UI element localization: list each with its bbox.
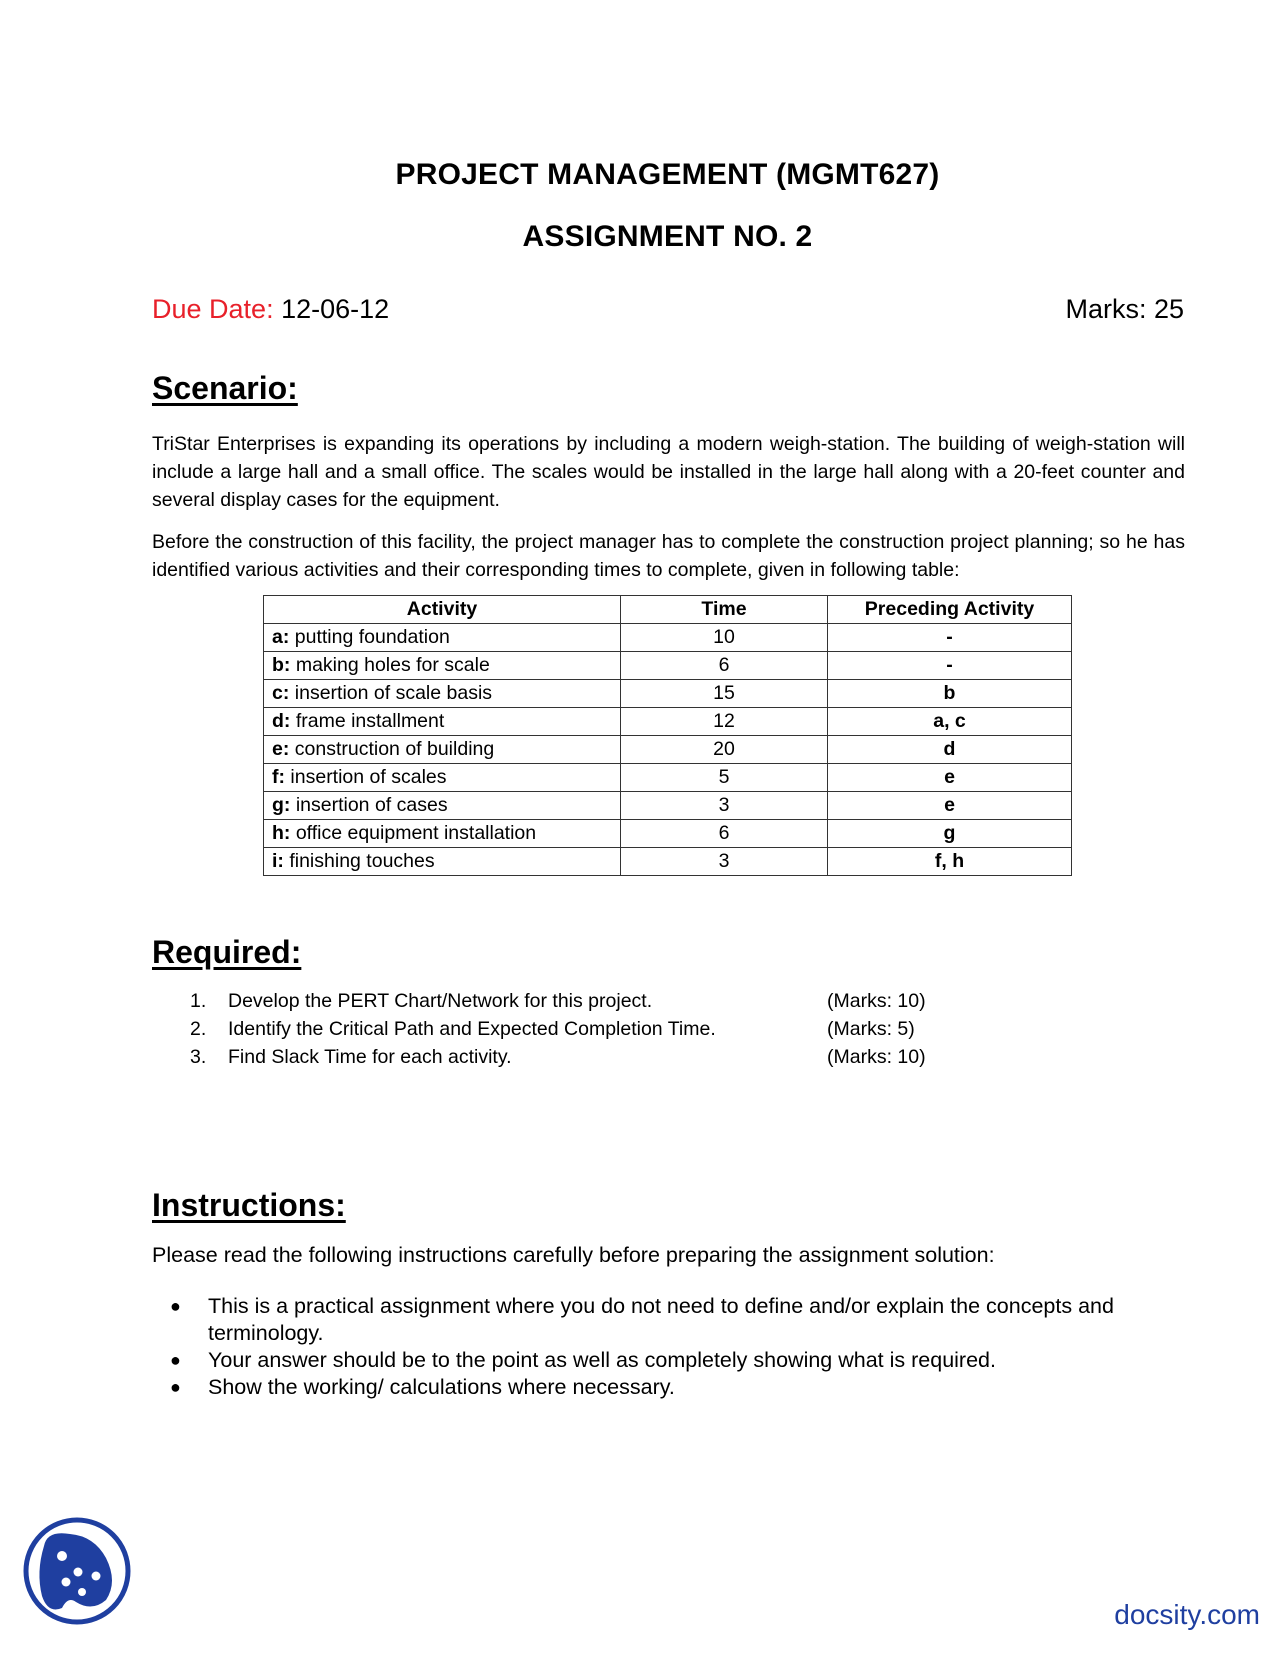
bullet-icon: ●: [170, 1296, 181, 1316]
activity-cell: [264, 652, 621, 680]
item-number: 3.: [190, 1046, 207, 1068]
preceding-cell: -: [828, 624, 1072, 652]
preceding-cell: f, h: [828, 848, 1072, 876]
item-text: Identify the Critical Path and Expected Completion Time.: [228, 1018, 716, 1040]
preceding-cell: a, c: [828, 708, 1072, 736]
activity-cell: [264, 736, 621, 764]
column-header-preceding: Preceding Activity: [828, 596, 1072, 624]
preceding-cell: e: [828, 792, 1072, 820]
scenario-heading: Scenario:: [152, 370, 298, 406]
activity-key: b:: [272, 654, 291, 676]
time-cell: 5: [621, 764, 828, 792]
activity-cell: [264, 820, 621, 848]
time-cell: 6: [621, 820, 828, 848]
activity-name: office equipment installation: [290, 822, 537, 844]
activity-name: insertion of scale basis: [289, 682, 493, 704]
due-date-value: 12-06-12: [273, 294, 390, 324]
instructions-heading: Instructions:: [152, 1187, 346, 1223]
activity-cell: [264, 708, 621, 736]
item-marks: (Marks: 10): [827, 1046, 926, 1068]
bullet-icon: ●: [170, 1350, 181, 1370]
required-list: [190, 990, 950, 1074]
column-header-time: Time: [621, 596, 828, 624]
bullet-text: Your answer should be to the point as well as completely showing what is required.: [208, 1348, 996, 1372]
list-item: [170, 1293, 1190, 1347]
activity-cell: [264, 792, 621, 820]
activity-name: making holes for scale: [290, 654, 490, 676]
table-row: [264, 792, 1072, 820]
time-cell: 12: [621, 708, 828, 736]
assignment-number: ASSIGNMENT NO. 2: [522, 220, 813, 253]
preceding-cell: d: [828, 736, 1072, 764]
activity-table: [263, 595, 1072, 876]
activity-name: insertion of scales: [285, 766, 447, 788]
preceding-cell: -: [828, 652, 1072, 680]
document-title: PROJECT MANAGEMENT (MGMT627): [395, 158, 940, 191]
scenario-paragraph-2: Before the construction of this facility, the project manager has to complete the construction project planning; so he has identified various activities and their corresponding times to complete, given in following table:: [152, 531, 1185, 581]
list-item: [190, 990, 950, 1018]
time-cell: 6: [621, 652, 828, 680]
instructions-list: [170, 1293, 1190, 1401]
time-cell: 10: [621, 624, 828, 652]
list-item: [190, 1046, 950, 1074]
activity-name: frame installment: [290, 710, 445, 732]
table-row: [264, 736, 1072, 764]
time-cell: 20: [621, 736, 828, 764]
activity-key: g:: [272, 794, 291, 816]
activity-key: e:: [272, 738, 290, 760]
docsity-logo-icon: [22, 1516, 132, 1626]
item-number: 1.: [190, 990, 207, 1012]
docsity-brand[interactable]: docsity.com: [1114, 1599, 1260, 1630]
activity-name: putting foundation: [289, 626, 450, 648]
activity-key: d:: [272, 710, 291, 732]
item-text: Find Slack Time for each activity.: [228, 1046, 512, 1068]
table-header-row: [264, 596, 1072, 624]
preceding-cell: g: [828, 820, 1072, 848]
total-marks: Marks: 25: [1065, 294, 1184, 324]
time-cell: 15: [621, 680, 828, 708]
preceding-cell: b: [828, 680, 1072, 708]
bullet-text: This is a practical assignment where you do not need to define and/or explain the concepts and terminology.: [208, 1294, 1114, 1345]
required-heading: Required:: [152, 934, 302, 970]
table-row: [264, 680, 1072, 708]
bullet-icon: ●: [170, 1377, 181, 1397]
table-row: [264, 708, 1072, 736]
column-header-activity: Activity: [264, 596, 621, 624]
instructions-intro: Please read the following instructions carefully before preparing the assignment solution:: [152, 1243, 995, 1267]
table-row: [264, 652, 1072, 680]
item-text: Develop the PERT Chart/Network for this project.: [228, 990, 653, 1012]
activity-cell: [264, 680, 621, 708]
activity-key: h:: [272, 822, 291, 844]
activity-key: f:: [272, 766, 285, 788]
preceding-cell: e: [828, 764, 1072, 792]
activity-cell: [264, 764, 621, 792]
item-marks: (Marks: 5): [827, 1018, 915, 1040]
list-item: [170, 1347, 1190, 1374]
activity-cell: [264, 624, 621, 652]
activity-name: insertion of cases: [290, 794, 448, 816]
list-item: [190, 1018, 950, 1046]
bullet-text: Show the working/ calculations where necessary.: [208, 1375, 675, 1399]
table-row: [264, 764, 1072, 792]
due-date-label: Due Date:: [152, 294, 274, 324]
activity-key: i:: [272, 850, 284, 872]
activity-cell: [264, 848, 621, 876]
activity-name: finishing touches: [283, 850, 435, 872]
activity-key: a:: [272, 626, 290, 648]
activity-key: c:: [272, 682, 290, 704]
table-row: [264, 848, 1072, 876]
due-date: [152, 294, 389, 325]
item-number: 2.: [190, 1018, 207, 1040]
activity-name: construction of building: [289, 738, 495, 760]
time-cell: 3: [621, 848, 828, 876]
scenario-paragraph-1: TriStar Enterprises is expanding its operations by including a modern weigh-station. The building of weigh-station will include a large hall and a small office. The scales would be installed in the large hall along with a 20-feet counter and several display cases for the equipment.: [152, 433, 1185, 511]
list-item: [170, 1374, 1190, 1401]
item-marks: (Marks: 10): [827, 990, 926, 1012]
time-cell: 3: [621, 792, 828, 820]
table-row: [264, 624, 1072, 652]
table-row: [264, 820, 1072, 848]
